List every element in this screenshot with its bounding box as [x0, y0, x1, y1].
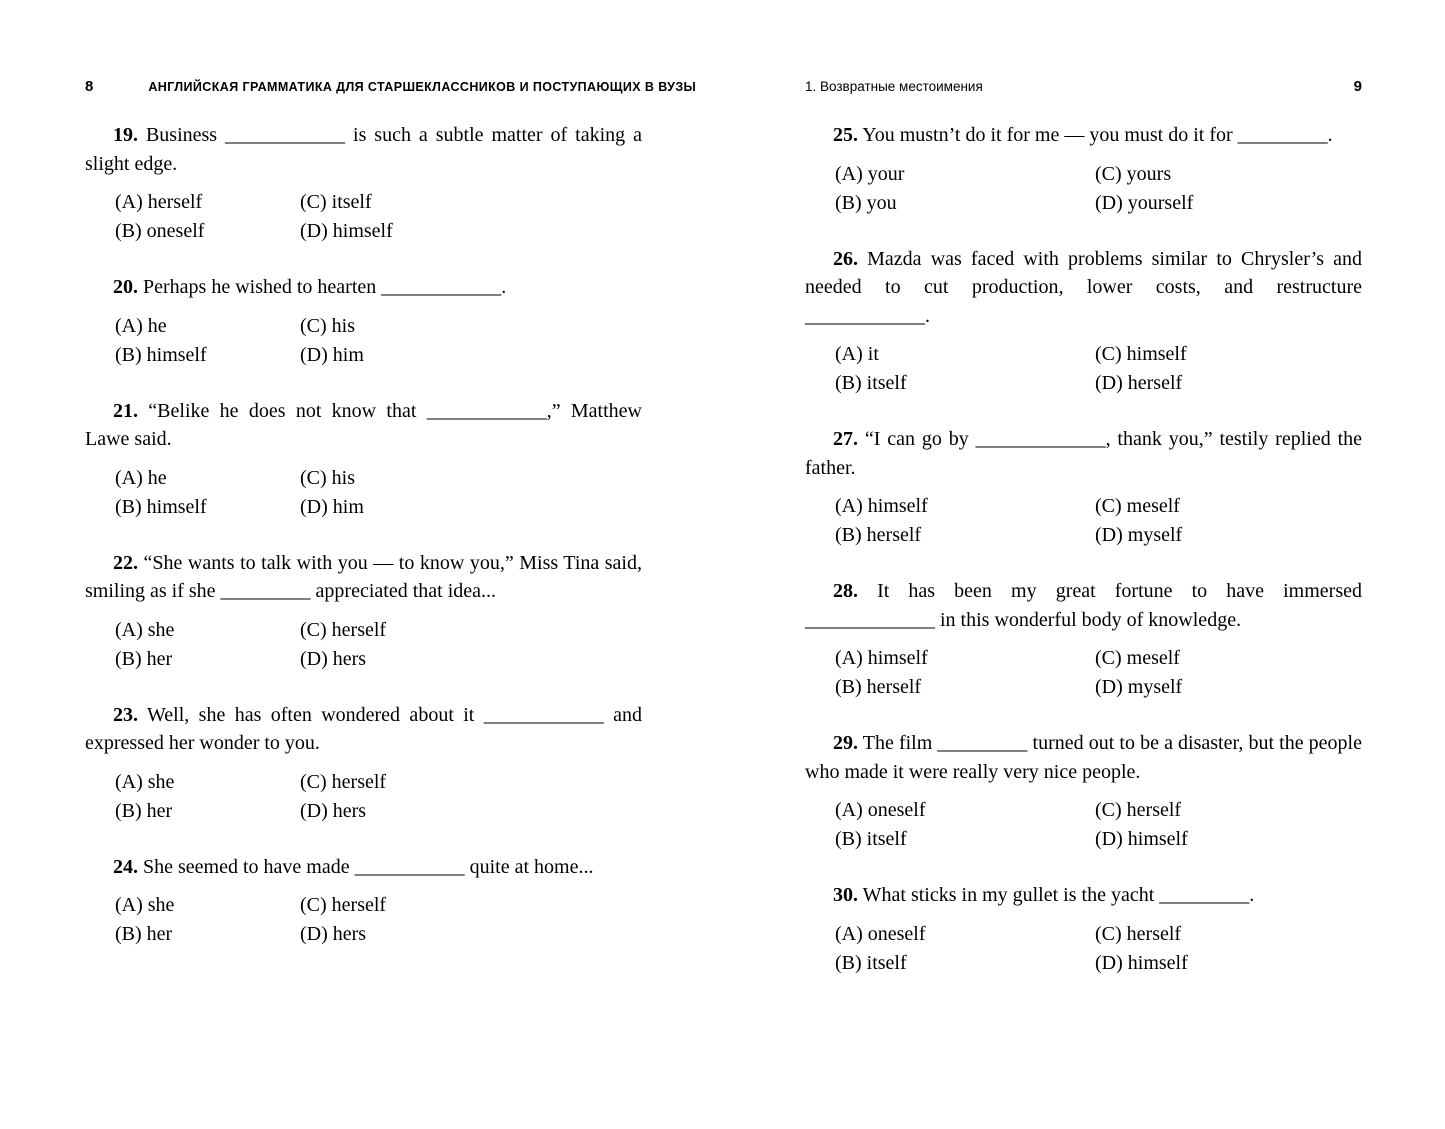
option-C: (C) yours [1095, 162, 1172, 185]
question-21 [85, 397, 642, 522]
options-grid [85, 188, 642, 246]
option-B: (B) himself [115, 343, 207, 366]
option-C: (C) herself [300, 770, 387, 793]
question-text: 29. The film _________ turned out to be a disaster, but the people who made it were really very nice people. [805, 732, 1362, 783]
question-number: 25. [833, 124, 858, 146]
options-grid [805, 492, 1362, 550]
options-grid [805, 644, 1362, 702]
question-19 [85, 121, 642, 246]
option-A: (A) she [115, 894, 175, 916]
options-grid [85, 768, 642, 826]
option-D: (D) hers [300, 647, 367, 670]
option-A: (A) he [115, 314, 167, 337]
page-9 [805, 78, 1362, 1129]
option-C: (C) herself [1095, 922, 1182, 945]
option-A: (A) herself [115, 191, 203, 213]
question-30 [805, 881, 1362, 978]
question-number: 21. [113, 399, 138, 422]
question-text: 20. Perhaps he wished to hearten ____________. [113, 276, 507, 298]
question-number: 20. [113, 276, 138, 298]
options-grid [85, 464, 642, 522]
option-B: (B) itself [835, 828, 907, 850]
question-text: 24. She seemed to have made ___________ quite at home... [113, 855, 594, 878]
question-27 [805, 425, 1362, 550]
question-number: 23. [113, 703, 138, 726]
question-22 [85, 549, 642, 674]
question-number: 22. [113, 551, 138, 574]
question-text: 26. Mazda was faced with problems similar to Chrysler’s and needed to cut production, lower costs, and restructure ____________. [805, 247, 1362, 327]
option-C: (C) herself [300, 894, 387, 916]
question-text: 21. “Belike he does not know that ____________,” Matthew Lawe said. [85, 399, 642, 450]
question-text: 30. What sticks in my gullet is the yacht _________. [833, 884, 1255, 906]
question-number: 19. [113, 124, 138, 146]
options-grid [805, 160, 1362, 218]
question-23 [85, 701, 642, 826]
question-25 [805, 121, 1362, 218]
option-A: (A) she [115, 618, 175, 641]
question-28 [805, 577, 1362, 702]
question-24 [85, 853, 642, 950]
question-text: 22. “She wants to talk with you — to know you,” Miss Tina said, smiling as if she _________ appreciated that idea... [85, 551, 642, 602]
question-29 [805, 729, 1362, 854]
option-C: (C) meself [1095, 495, 1180, 517]
question-number: 27. [833, 428, 858, 450]
option-C: (C) his [300, 314, 355, 337]
option-B: (B) herself [835, 524, 922, 546]
option-A: (A) himself [835, 647, 928, 669]
options-grid [805, 340, 1362, 398]
option-D: (D) hers [300, 799, 367, 822]
option-C: (C) herself [1095, 799, 1182, 821]
options-grid [805, 920, 1362, 978]
options-grid [85, 891, 642, 949]
options-grid [85, 312, 642, 370]
option-D: (D) himself [300, 220, 393, 242]
question-number: 28. [833, 580, 858, 602]
option-D: (D) himself [1095, 828, 1188, 850]
page-number: 8 [85, 78, 94, 95]
option-A: (A) oneself [835, 922, 926, 945]
question-text: 27. “I can go by _____________, thank you,” testily replied the father. [805, 428, 1362, 479]
option-C: (C) himself [1095, 343, 1187, 365]
option-B: (B) her [115, 923, 173, 945]
option-A: (A) she [115, 770, 175, 793]
running-head-title: АНГЛИЙСКАЯ ГРАММАТИКА ДЛЯ СТАРШЕКЛАССНИКОВ И ПОСТУПАЮЩИХ В ВУЗЫ [148, 80, 697, 94]
options-grid [805, 796, 1362, 854]
option-D: (D) him [300, 495, 364, 518]
page-8 [85, 78, 697, 1129]
running-head-title: 1. Возвратные местоимения [805, 79, 983, 94]
questions-container [85, 121, 642, 949]
option-D: (D) myself [1095, 676, 1183, 698]
option-B: (B) her [115, 647, 173, 670]
option-C: (C) itself [300, 191, 372, 213]
option-D: (D) herself [1095, 372, 1183, 394]
option-C: (C) his [300, 466, 355, 489]
question-text: 23. Well, she has often wondered about it ____________ and expressed her wonder to you. [85, 703, 642, 754]
option-B: (B) himself [115, 495, 207, 518]
option-A: (A) oneself [835, 799, 926, 821]
question-text: 25. You mustn’t do it for me — you must do it for _________. [833, 124, 1333, 146]
option-D: (D) myself [1095, 524, 1183, 546]
option-C: (C) meself [1095, 647, 1180, 669]
option-B: (B) you [835, 191, 897, 214]
options-grid [85, 616, 642, 674]
question-20 [85, 273, 642, 370]
option-A: (A) your [835, 162, 905, 185]
option-A: (A) he [115, 466, 167, 489]
question-26 [805, 245, 1362, 399]
option-B: (B) itself [835, 951, 907, 974]
running-head-right [805, 78, 1362, 95]
option-B: (B) oneself [115, 220, 205, 242]
option-A: (A) it [835, 343, 879, 365]
option-D: (D) himself [1095, 951, 1188, 974]
question-number: 24. [113, 855, 138, 878]
option-D: (D) hers [300, 923, 367, 945]
running-head-left [85, 78, 697, 95]
option-A: (A) himself [835, 495, 928, 517]
option-B: (B) itself [835, 372, 907, 394]
option-D: (D) him [300, 343, 364, 366]
option-D: (D) yourself [1095, 191, 1194, 214]
question-text: 28. It has been my great fortune to have immersed _____________ in this wonderful body of knowledge. [805, 580, 1362, 631]
option-C: (C) herself [300, 618, 387, 641]
question-number: 30. [833, 884, 858, 906]
option-B: (B) herself [835, 676, 922, 698]
option-B: (B) her [115, 799, 173, 822]
page-number: 9 [1353, 78, 1362, 95]
questions-container [805, 121, 1362, 978]
question-text: 19. Business ____________ is such a subtle matter of taking a slight edge. [85, 124, 642, 175]
question-number: 29. [833, 732, 858, 754]
question-number: 26. [833, 247, 858, 270]
